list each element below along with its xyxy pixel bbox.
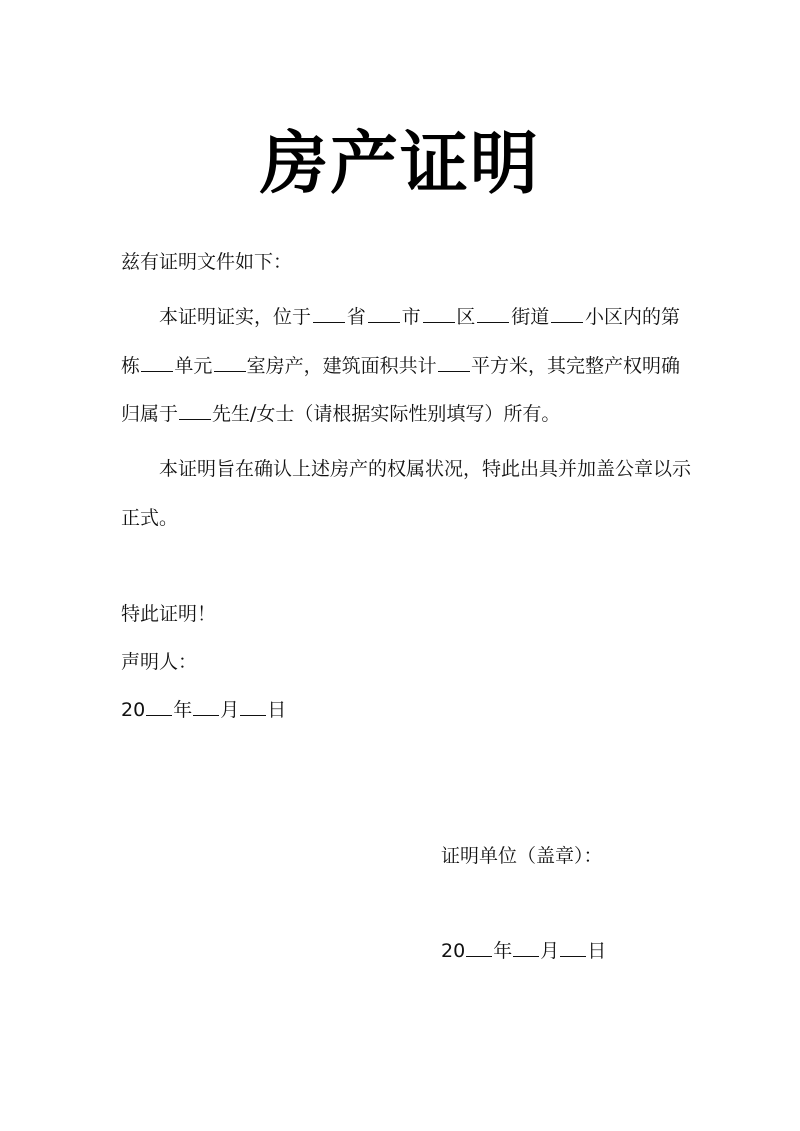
paragraph1-line2 [121, 353, 680, 379]
text-fragment: 20 [121, 699, 146, 721]
city-blank [368, 304, 400, 323]
intro-text: 兹有证明文件如下： [121, 251, 293, 273]
document-title: 房产证明 [259, 125, 540, 204]
text-fragment: 20 [441, 940, 466, 962]
day-blank [560, 938, 586, 957]
text-fragment: 单元 [174, 355, 213, 377]
paragraph2-line1 [121, 456, 692, 482]
month-blank [513, 938, 539, 957]
year-blank [466, 938, 492, 957]
text-fragment: 栋 [121, 355, 141, 377]
district-blank [423, 304, 455, 323]
owner-name-blank [179, 401, 211, 420]
declarant-label: 声明人： [121, 651, 198, 673]
day-blank [240, 697, 266, 716]
text-fragment: 年 [493, 940, 513, 962]
closing-text: 特此证明！ [121, 603, 217, 625]
text-fragment: 归属于 [121, 403, 179, 425]
text-fragment: 小区内的第 [584, 306, 680, 328]
year-blank [146, 697, 172, 716]
text-fragment: 平方米，其完整产权明确 [470, 355, 680, 377]
text-fragment: 先生/女士（请根据实际性别填写）所有。 [212, 403, 561, 425]
text-fragment: 日 [587, 940, 607, 962]
province-blank [313, 304, 345, 323]
room-blank [214, 353, 246, 372]
paragraph1-line3 [121, 401, 560, 427]
text-fragment: 月 [540, 940, 560, 962]
text-fragment: 本证明旨在确认上述房产的权属状况，特此出具并加盖公章以示 [159, 458, 692, 480]
paragraph2-line2: 正式。 [121, 507, 179, 529]
building-blank [141, 353, 173, 372]
text-fragment: 街道 [511, 306, 550, 328]
issuer-date [441, 938, 606, 964]
text-fragment: 日 [267, 699, 287, 721]
paragraph1-line1 [121, 304, 680, 330]
issuer-label: 证明单位（盖章）： [441, 845, 603, 867]
community-blank [551, 304, 583, 323]
text-fragment: 市 [401, 306, 421, 328]
declarant-date [121, 697, 286, 723]
area-blank [438, 353, 470, 372]
text-fragment: 本证明证实，位于 [159, 306, 312, 328]
text-fragment: 室房产，建筑面积共计 [246, 355, 437, 377]
text-fragment: 区 [456, 306, 476, 328]
month-blank [193, 697, 219, 716]
text-fragment: 年 [173, 699, 193, 721]
street-blank [477, 304, 509, 323]
text-fragment: 月 [220, 699, 240, 721]
text-fragment: 省 [346, 306, 366, 328]
